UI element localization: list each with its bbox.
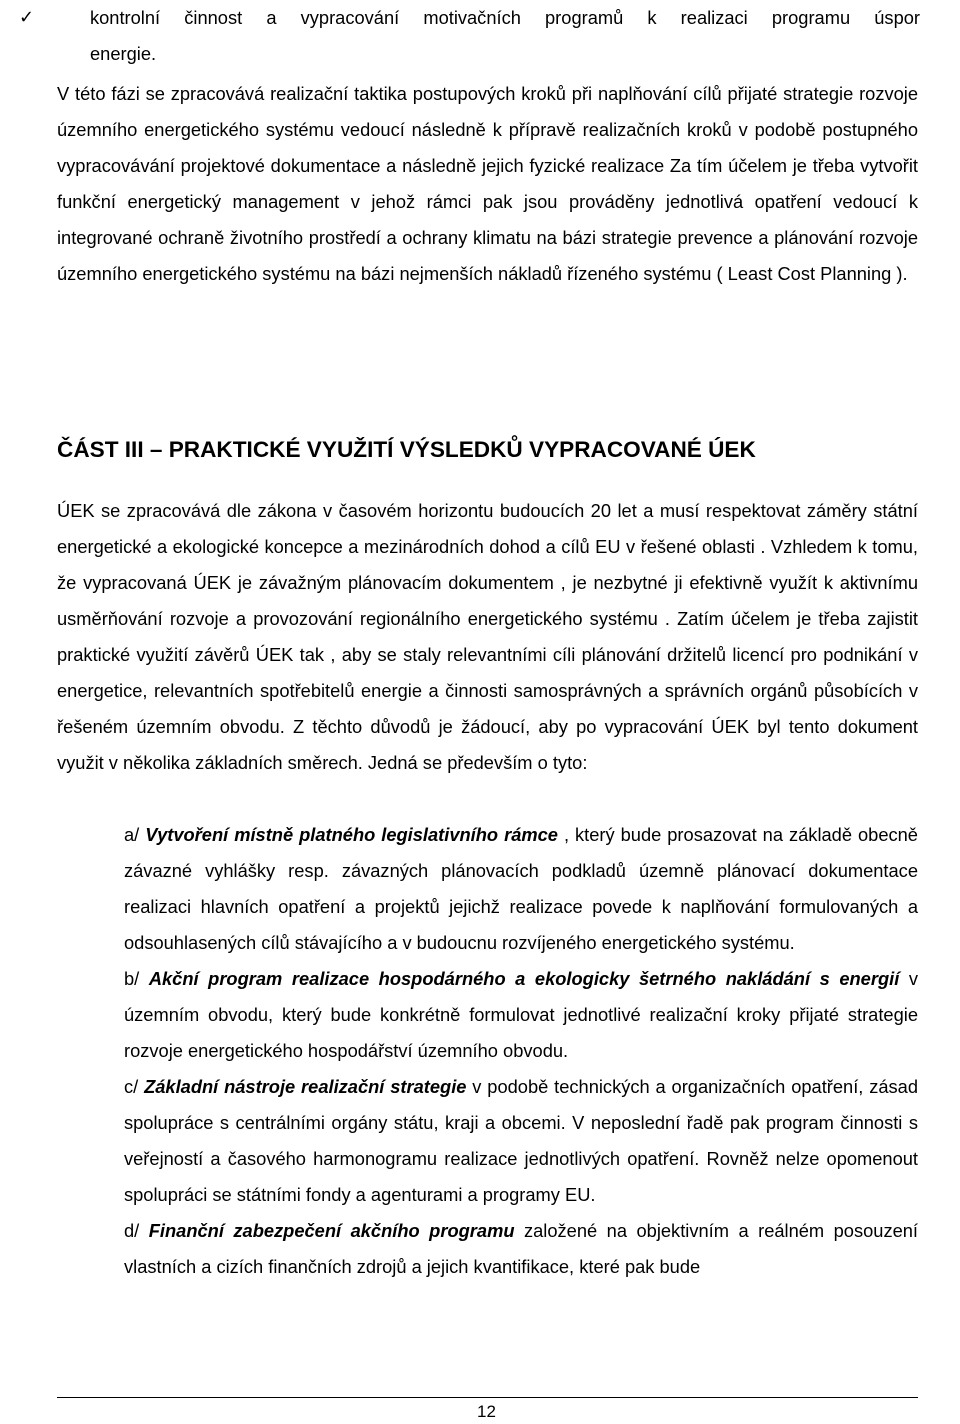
check-icon: ✓ [19, 7, 35, 28]
item-text: , který bude prosazovat na základě obecně závazné vyhlášky resp. závazných plánovacích podkladů územně plánovací dokumentace realizaci hlavních opatření a projektů jejichž realizace povede k naplňování formulovaných a odsouhlasených cílů stávajícího a v budoucnu rozvíjeného energetického systému. [124, 824, 918, 953]
checklist-item [19, 0, 920, 72]
page-number: 12 [477, 1402, 496, 1421]
footer-divider [57, 1397, 918, 1398]
item-list [124, 817, 918, 1285]
item-text: založené na objektivním a reálném posouzení vlastních a cizích finančních zdrojů a jejich kvantifikace, které pak bude [124, 1220, 919, 1277]
intro-paragraph: V této fázi se zpracovává realizační taktika postupových kroků při naplňování cílů přijaté strategie rozvoje územního energetického systému vedoucí následně k přípravě realizačních kroků v podobě postupného vypracovávání projektové dokumentace a následně jejich fyzické realizace Za tím účelem je třeba vytvořit funkční energetický management v jehož rámci pak jsou prováděny jednotlivá opatření vedoucí k integrované ochraně životního prostředí a ochrany klimatu na bázi strategie prevence a plánování rozvoje územního energetického systému na bázi nejmenších nákladů řízeného systému ( Least Cost Planning ). [57, 83, 918, 284]
item-emphasis: Finanční zabezpečení akčního programu [148, 1220, 515, 1241]
item-prefix: d/ [124, 1220, 149, 1241]
list-item-b [124, 961, 918, 1069]
item-prefix: a/ [124, 824, 146, 845]
checklist-text-line1: kontrolní činnost a vypracování motivačních programů k realizaci programu úspor [90, 7, 920, 28]
item-text: v podobě technických a organizačních opatření, zásad spolupráce s centrálními orgány státu, kraji a obcemi. V neposlední řadě pak program činnosti s veřejností a časového harmonogramu realizace jednotlivých opatření. Rovněž nelze opomenout spolupráci se státními fondy a agenturami a programy EU. [124, 1076, 918, 1205]
list-item-d [124, 1213, 918, 1285]
item-prefix: b/ [124, 968, 149, 989]
item-prefix: c/ [124, 1076, 145, 1097]
item-emphasis: Základní nástroje realizační strategie [144, 1076, 467, 1097]
item-emphasis: Akční program realizace hospodárného a ekologicky šetrného nakládání s energií [148, 968, 900, 989]
item-text: v územním obvodu, který bude konkrétně formulovat jednotlivé realizační kroky přijaté strategie rozvoje energetického hospodářství územního obvodu. [124, 968, 918, 1061]
list-item-c [124, 1069, 918, 1213]
item-emphasis: Vytvoření místně platného legislativního rámce [145, 824, 558, 845]
list-item-a [124, 817, 918, 961]
main-paragraph: ÚEK se zpracovává dle zákona v časovém horizontu budoucích 20 let a musí respektovat záměry státní energetické a ekologické koncepce a mezinárodních dohod a cílů EU v řešené oblasti . Vzhledem k tomu, že vypracovaná ÚEK je závažným plánovacím dokumentem , je nezbytné ji efektivně využít k aktivnímu usměrňování rozvoje a provozování regionálního energetického systému . Zatím účelem je třeba zajistit praktické využití závěrů ÚEK tak , aby se staly relevantními cíli plánování držitelů licencí pro podnikání v energetice, relevantních spotřebitelů energie a činnosti samosprávných a správních orgánů působících v řešeném územním obvodu. Z těchto důvodů je žádoucí, aby po vypracování ÚEK byl tento dokument využit v několika základních směrech. Jedná se především o tyto: [57, 500, 918, 773]
checklist-text [57, 0, 920, 72]
section-heading: ČÁST III – PRAKTICKÉ VYUŽITÍ VÝSLEDKŮ VYPRACOVANÉ ÚEK [57, 437, 756, 462]
checklist-text-line2: energie. [90, 43, 157, 64]
